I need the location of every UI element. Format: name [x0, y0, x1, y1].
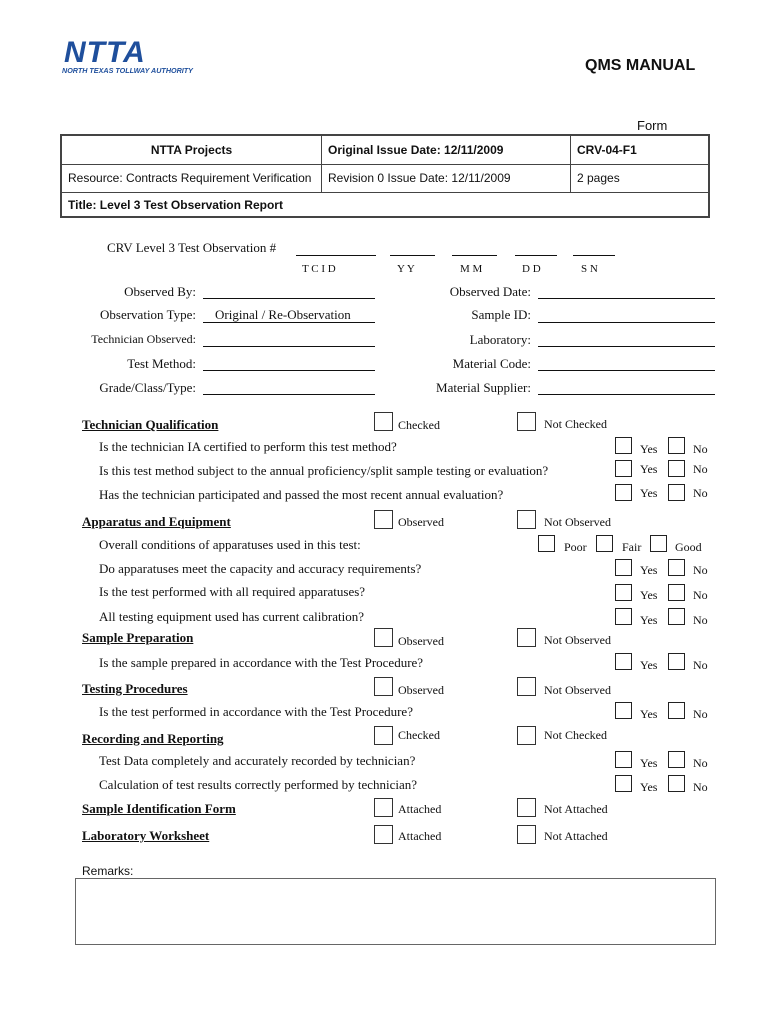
recording-not-checked-label: Not Checked	[544, 728, 607, 742]
laboratory-label: Laboratory:	[469, 332, 531, 347]
crv-mm-field[interactable]	[452, 255, 497, 256]
form-number-cell: CRV-04-F1	[577, 143, 637, 157]
sample-prep-q1-yes-label: Yes	[640, 658, 658, 672]
grade-field[interactable]	[203, 394, 375, 395]
recording-q1-yes-checkbox[interactable]	[615, 751, 632, 768]
apparatus-q3-yes-checkbox[interactable]	[615, 584, 632, 601]
crv-sn-caption: S N	[581, 263, 598, 275]
sample-prep-not-observed-label: Not Observed	[544, 633, 611, 647]
observed-by-field[interactable]	[203, 298, 375, 299]
info-row-2	[62, 164, 708, 193]
apparatus-q3-yes-label: Yes	[640, 588, 658, 602]
apparatus-poor-checkbox[interactable]	[538, 535, 555, 552]
apparatus-q3-no-label: No	[693, 588, 708, 602]
section-sample-identification-form: Sample Identification Form	[82, 801, 236, 816]
apparatus-poor-label: Poor	[564, 540, 587, 554]
sample-id-form-attached-checkbox[interactable]	[374, 798, 393, 817]
observed-date-label: Observed Date:	[449, 284, 531, 299]
technician-observed-label: Technician Observed:	[91, 332, 196, 346]
apparatus-q2: Do apparatuses meet the capacity and accuracy requirements?	[99, 561, 422, 576]
tech-qual-q3-yes-label: Yes	[640, 486, 658, 500]
observation-type-value[interactable]: Original / Re-Observation	[215, 307, 351, 322]
section-recording-reporting: Recording and Reporting	[82, 731, 224, 746]
apparatus-q2-yes-checkbox[interactable]	[615, 559, 632, 576]
technician-observed-field[interactable]	[203, 346, 375, 347]
logo-letters: NTTA	[64, 36, 146, 69]
tech-qual-q2-no-label: No	[693, 462, 708, 476]
lab-worksheet-not-attached-checkbox[interactable]	[517, 825, 536, 844]
sample-prep-observed-checkbox[interactable]	[374, 628, 393, 647]
lab-worksheet-attached-checkbox[interactable]	[374, 825, 393, 844]
crv-label: CRV Level 3 Test Observation #	[107, 240, 277, 255]
crv-tcid-caption: T C I D	[302, 263, 336, 275]
tech-qual-q2: Is this test method subject to the annual proficiency/split sample testing or evaluation?	[99, 463, 549, 478]
apparatus-q4-no-label: No	[693, 613, 708, 627]
observation-type-field	[203, 322, 375, 323]
apparatus-q1: Overall conditions of apparatuses used in this test:	[99, 537, 361, 552]
apparatus-good-label: Good	[675, 540, 702, 554]
remarks-field[interactable]	[75, 878, 716, 945]
sample-prep-q1-yes-checkbox[interactable]	[615, 653, 632, 670]
test-method-field[interactable]	[203, 370, 375, 371]
info-table	[60, 134, 710, 218]
tech-qual-checked-label: Checked	[398, 418, 440, 432]
crv-dd-field[interactable]	[515, 255, 557, 256]
sample-prep-observed-label: Observed	[398, 634, 444, 648]
sample-prep-q1-no-checkbox[interactable]	[668, 653, 685, 670]
test-method-label: Test Method:	[127, 356, 196, 371]
tech-qual-q1-yes-label: Yes	[640, 442, 658, 456]
tech-qual-q3-no-checkbox[interactable]	[668, 484, 685, 501]
report-title-cell: Title: Level 3 Test Observation Report	[68, 198, 283, 212]
info-row-1	[62, 136, 708, 165]
recording-q2-no-checkbox[interactable]	[668, 775, 685, 792]
tech-qual-not-checked-label: Not Checked	[544, 417, 607, 431]
testing-q1-no-checkbox[interactable]	[668, 702, 685, 719]
tech-qual-q1-no-checkbox[interactable]	[668, 437, 685, 454]
sample-prep-q1-no-label: No	[693, 658, 708, 672]
tech-qual-q3: Has the technician participated and passed the most recent annual evaluation?	[99, 487, 504, 502]
tech-qual-checked-checkbox[interactable]	[374, 412, 393, 431]
apparatus-q3: Is the test performed with all required apparatuses?	[99, 584, 366, 599]
apparatus-observed-label: Observed	[398, 515, 444, 529]
apparatus-q2-no-label: No	[693, 563, 708, 577]
apparatus-good-checkbox[interactable]	[650, 535, 667, 552]
material-supplier-label: Material Supplier:	[436, 380, 531, 395]
material-supplier-field[interactable]	[538, 394, 715, 395]
original-issue-cell: Original Issue Date: 12/11/2009	[322, 136, 571, 164]
crv-tcid-field[interactable]	[296, 255, 376, 256]
info-row-3	[62, 192, 708, 218]
section-laboratory-worksheet: Laboratory Worksheet	[82, 828, 210, 843]
crv-dd-caption: D D	[522, 263, 541, 275]
material-code-label: Material Code:	[452, 356, 531, 371]
observation-type-label: Observation Type:	[100, 307, 196, 322]
apparatus-q4-no-checkbox[interactable]	[668, 608, 685, 625]
tech-qual-q2-no-checkbox[interactable]	[668, 460, 685, 477]
tech-qual-q1: Is the technician IA certified to perform this test method?	[99, 439, 397, 454]
sample-id-form-not-attached-checkbox[interactable]	[517, 798, 536, 817]
tech-qual-q2-yes-checkbox[interactable]	[615, 460, 632, 477]
resource-cell: Resource: Contracts Requirement Verification	[62, 164, 322, 192]
apparatus-fair-checkbox[interactable]	[596, 535, 613, 552]
lab-worksheet-not-attached-label: Not Attached	[544, 829, 608, 843]
crv-yy-field[interactable]	[390, 255, 435, 256]
section-sample-preparation: Sample Preparation	[82, 630, 194, 645]
apparatus-q3-no-checkbox[interactable]	[668, 584, 685, 601]
recording-q2-no-label: No	[693, 780, 708, 794]
crv-yy-caption: Y Y	[397, 263, 415, 275]
sample-id-field[interactable]	[538, 322, 715, 323]
sample-prep-not-observed-checkbox[interactable]	[517, 628, 536, 647]
testing-not-observed-label: Not Observed	[544, 683, 611, 697]
manual-title: QMS MANUAL	[585, 57, 696, 74]
pages-cell: 2 pages	[577, 171, 620, 185]
form-label: Form	[637, 118, 668, 133]
sample-prep-q1: Is the sample prepared in accordance with the Test Procedure?	[99, 655, 424, 670]
recording-checked-label: Checked	[398, 728, 440, 742]
revision-cell: Revision 0 Issue Date: 12/11/2009	[322, 164, 571, 192]
apparatus-q4-yes-label: Yes	[640, 613, 658, 627]
recording-q2: Calculation of test results correctly performed by technician?	[99, 777, 418, 792]
tech-qual-not-checked-checkbox[interactable]	[517, 412, 536, 431]
laboratory-field[interactable]	[538, 346, 715, 347]
sample-id-form-attached-label: Attached	[398, 802, 442, 816]
testing-observed-checkbox[interactable]	[374, 677, 393, 696]
apparatus-q2-yes-label: Yes	[640, 563, 658, 577]
recording-q1: Test Data completely and accurately recorded by technician?	[99, 753, 416, 768]
tech-qual-q3-yes-checkbox[interactable]	[615, 484, 632, 501]
material-code-field[interactable]	[538, 370, 715, 371]
recording-q1-yes-label: Yes	[640, 756, 658, 770]
apparatus-fair-label: Fair	[622, 540, 642, 554]
testing-q1: Is the test performed in accordance with the Test Procedure?	[99, 704, 413, 719]
tech-qual-q1-no-label: No	[693, 442, 708, 456]
observed-by-label: Observed By:	[124, 284, 196, 299]
testing-observed-label: Observed	[398, 683, 444, 697]
observed-date-field[interactable]	[538, 298, 715, 299]
recording-q2-yes-checkbox[interactable]	[615, 775, 632, 792]
apparatus-q2-no-checkbox[interactable]	[668, 559, 685, 576]
projects-cell: NTTA Projects	[62, 136, 322, 164]
grade-label: Grade/Class/Type:	[99, 380, 196, 395]
testing-q1-yes-label: Yes	[640, 707, 658, 721]
section-apparatus-equipment: Apparatus and Equipment	[82, 514, 231, 529]
apparatus-not-observed-label: Not Observed	[544, 515, 611, 529]
recording-not-checked-checkbox[interactable]	[517, 726, 536, 745]
testing-q1-no-label: No	[693, 707, 708, 721]
sample-id-label: Sample ID:	[471, 307, 531, 322]
testing-q1-yes-checkbox[interactable]	[615, 702, 632, 719]
section-technician-qualification: Technician Qualification	[82, 417, 219, 432]
logo-subtitle: NORTH TEXAS TOLLWAY AUTHORITY	[62, 66, 193, 75]
sample-id-form-not-attached-label: Not Attached	[544, 802, 608, 816]
recording-q1-no-label: No	[693, 756, 708, 770]
remarks-label: Remarks:	[82, 864, 134, 878]
recording-q2-yes-label: Yes	[640, 780, 658, 794]
crv-sn-field[interactable]	[573, 255, 615, 256]
apparatus-q4-yes-checkbox[interactable]	[615, 608, 632, 625]
apparatus-not-observed-checkbox[interactable]	[517, 510, 536, 529]
section-testing-procedures: Testing Procedures	[82, 681, 188, 696]
recording-checked-checkbox[interactable]	[374, 726, 393, 745]
tech-qual-q2-yes-label: Yes	[640, 462, 658, 476]
apparatus-observed-checkbox[interactable]	[374, 510, 393, 529]
lab-worksheet-attached-label: Attached	[398, 829, 442, 843]
crv-mm-caption: M M	[460, 263, 483, 275]
recording-q1-no-checkbox[interactable]	[668, 751, 685, 768]
testing-not-observed-checkbox[interactable]	[517, 677, 536, 696]
tech-qual-q1-yes-checkbox[interactable]	[615, 437, 632, 454]
apparatus-q4: All testing equipment used has current calibration?	[99, 609, 364, 624]
ntta-logo	[62, 36, 224, 76]
tech-qual-q3-no-label: No	[693, 486, 708, 500]
